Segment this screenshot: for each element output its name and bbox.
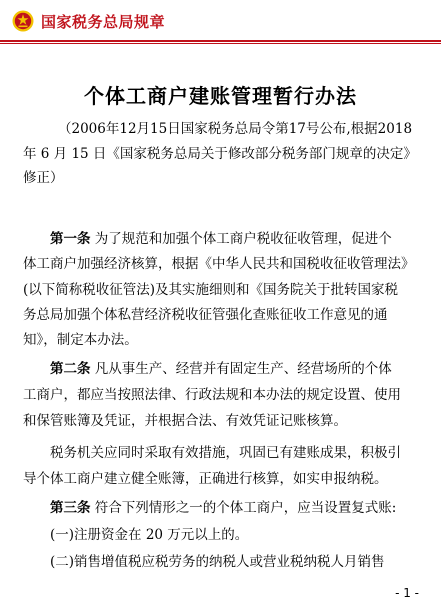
article-3-item: (一)注册资金在 20 万元以上的。 [50, 527, 249, 543]
header-divider-thin [0, 43, 441, 44]
source-line: 修正） [23, 170, 64, 186]
article-2-first-line [50, 363, 392, 377]
article-2-line: 和保管账簿及凭证，并根据合法、有效凭证记账核算。 [23, 413, 347, 429]
national-emblem-icon [12, 10, 34, 32]
header-divider [0, 40, 441, 42]
article-3-text: 符合下列情形之一的个体工商户，应当设置复式账: [94, 500, 397, 516]
article-1-line: 知》，制定本办法。 [23, 332, 138, 348]
article-3-label: 第三条 [50, 500, 91, 516]
article-1-line: 务总局加强个体私营经济税收征管强化查账征收工作意见的通 [23, 307, 388, 323]
source-line: （2006年12月15日国家税务总局令第17号公布,根据2018 [58, 121, 413, 137]
document-title: 个体工商户建账管理暂行办法 [84, 84, 357, 108]
article-2-text: 凡从事生产、经营并有固定生产、经营场所的个体 [94, 361, 392, 377]
article-1-line: 体工商户加强经济核算，根据《中华人民共和国税收征收管理法》 [23, 256, 415, 272]
article-3-item: (二)销售增值税应税劳务的纳税人或营业税纳税人月销售 [50, 554, 385, 570]
paragraph-line: 导个体工商户建立健全账簿，正确进行核算，如实申报纳税。 [23, 471, 388, 487]
page-number: - 1 - [395, 586, 419, 600]
header-title: 国家税务总局规章 [41, 13, 166, 31]
article-1-first-line [50, 233, 392, 247]
source-line: 年 6 月 15 日《国家税务总局关于修改部分税务部门规章的决定》 [23, 146, 417, 162]
article-1-label: 第一条 [50, 231, 91, 247]
article-3-first-line [50, 502, 396, 516]
article-1-text: 为了规范和加强个体工商户税收征收管理，促进个 [94, 231, 392, 247]
article-2-line: 工商户，都应当按照法律、行政法规和本办法的规定设置、使用 [23, 387, 401, 403]
article-2-label: 第二条 [50, 361, 91, 377]
page-header [0, 0, 441, 46]
paragraph-line: 税务机关应同时采取有效措施，巩固已有建账成果，积极引 [50, 445, 401, 461]
article-1-line: (以下简称税收征管法)及其实施细则和《国务院关于批转国家税 [23, 282, 399, 298]
